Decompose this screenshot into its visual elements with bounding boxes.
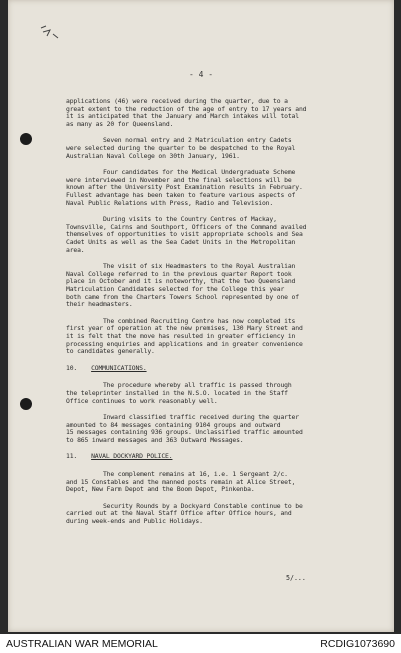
section-number: 11. [66, 452, 78, 461]
page-number: - 4 - [188, 70, 214, 79]
handwritten-mark [38, 22, 64, 44]
section-number: 10. [66, 363, 78, 372]
paragraph: Four candidates for the Medical Undergraduate Scheme were interviewed in November and the final selections will be known after the University Post Examination results in February. Fullest advantage has been taken to feature various aspects of Naval Public Relations with Press, Radio and Television. [66, 167, 303, 207]
paragraph: Security Rounds by a Dockyard Constable continue to be carried out at the Naval Staff Office after Office hours, and during week-ends and Public Holidays. [66, 501, 303, 526]
paragraph: The visit of six Headmasters to the Royal Australian Naval College referred to in the previous quarter Report took place in October and it is noteworthy, that the two Queensland Matriculation Candidates selected for the College this year both came from the Charters Towers School represented by one of their headmasters. [66, 261, 299, 309]
document-body [66, 98, 376, 534]
section-title: COMMUNICATIONS. [91, 363, 147, 372]
section-heading-dockyard-police [66, 453, 376, 461]
paragraph: Inward classified traffic received during the quarter amounted to 84 messages containing 9104 groups and outward 15 messages containing 936 groups. Unclassified traffic amounted to 865 inward messages and 363 Outward Messages. [66, 413, 303, 445]
paragraph: The complement remains at 16, i.e. 1 Sergeant 2/c. and 15 Constables and the manned posts remain at Alice Street, Depot, New Farm Depot and the Boom Depot, Pinkenba. [66, 470, 296, 494]
section-heading-communications [66, 365, 376, 373]
paragraph: Seven normal entry and 2 Matriculation entry Cadets were selected during the quarter to be despatched to the Royal Australian Naval College on 30th January, 1961. [66, 136, 296, 160]
paragraph: applications (46) were received during the quarter, due to a great extent to the reduction of the age of entry to 17 years and it is anticipated that the January and March intakes will total as many as 20 for Queensland. [66, 97, 307, 129]
punch-hole [20, 133, 32, 145]
archive-footer [0, 634, 401, 653]
continuation-marker: 5/... [286, 574, 306, 582]
paragraph: The combined Recruiting Centre has now completed its first year of operation at the new premises, 130 Mary Street and it is felt that the move has resulted in greater efficiency in processing enquiries and applications and in greater convenience to candidates generally. [66, 316, 303, 356]
punch-hole [20, 398, 32, 410]
archive-name: AUSTRALIAN WAR MEMORIAL [6, 637, 158, 650]
document-page [8, 0, 394, 632]
record-id: RCDIG1073690 [320, 637, 395, 650]
paragraph: During visits to the Country Centres of Mackay, Townsville, Cairns and Southport, Officers of the Command availed themselves of opportunities to visit appropriate schools and Sea Cadet Units as well as the Sea Cadet Units in the Metropolitan area. [66, 214, 307, 254]
paragraph: The procedure whereby all traffic is passed through the teleprinter installed in the N.S.O. located in the Staff Office continues to work reasonably well. [66, 381, 292, 405]
section-title: NAVAL DOCKYARD POLICE. [91, 452, 173, 461]
